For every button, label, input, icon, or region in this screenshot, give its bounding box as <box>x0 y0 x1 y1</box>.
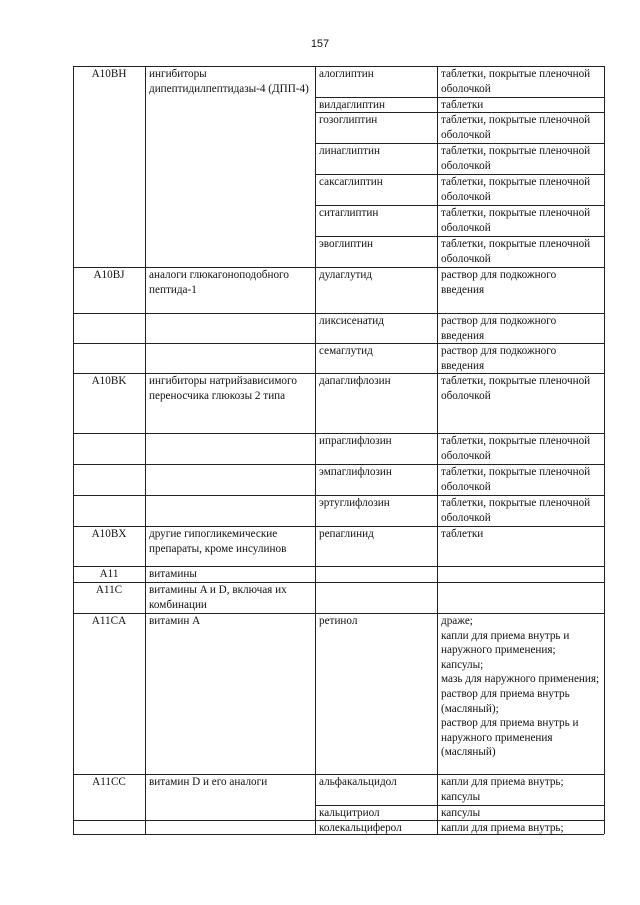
atc-code: A11C <box>95 584 123 596</box>
dosage-form: таблетки, покрытые пленочной оболочкой <box>441 114 591 141</box>
dosage-form: таблетки <box>441 99 484 111</box>
dosage-form: таблетки, покрытые пленочной оболочкой <box>441 466 591 493</box>
dosage-form <box>437 566 604 582</box>
group-name: другие гипогликемические препараты, кроме инсулинов <box>149 528 287 555</box>
atc-code: A11 <box>99 568 119 580</box>
drug-name: дулаглутид <box>319 269 373 281</box>
atc-code: A10BX <box>91 528 127 540</box>
dosage-form: таблетки, покрытые пленочной оболочкой <box>441 375 591 402</box>
drug-name: ипраглифлозин <box>319 435 392 447</box>
dosage-form: таблетки, покрытые пленочной оболочкой <box>441 497 591 524</box>
drug-name: гозоглиптин <box>319 114 378 126</box>
group-name: витамин D и его аналоги <box>149 776 268 788</box>
dosage-form: таблетки, покрытые пленочной оболочкой <box>441 68 591 95</box>
drug-name <box>315 582 437 613</box>
drug-name: линаглиптин <box>319 145 380 157</box>
drug-name: колекальциферол <box>319 822 402 834</box>
drug-name: эмпаглифлозин <box>319 466 392 478</box>
drug-name <box>315 566 437 582</box>
drug-name: эртуглифлозин <box>319 497 390 509</box>
drug-name: ситаглиптин <box>319 207 379 219</box>
group-name: витамин A <box>149 615 201 627</box>
dosage-form: таблетки, покрытые пленочной оболочкой <box>441 435 591 462</box>
group-name: аналоги глюкагоноподобного пептида-1 <box>149 269 289 296</box>
dosage-form: таблетки, покрытые пленочной оболочкой <box>441 145 591 172</box>
drug-name: ликсисенатид <box>319 315 384 327</box>
drug-table <box>73 66 604 834</box>
drug-name: семаглутид <box>319 345 373 357</box>
drug-name: эвоглиптин <box>319 238 374 250</box>
dosage-form: драже; капли для приема внутрь и наружного применения; капсулы; мазь для наружного применения; раствор для приема внутрь (масляный); раствор для приема внутрь и наружного применения (масляный) <box>441 615 600 759</box>
group-name: витамины <box>149 568 197 580</box>
page-number: 157 <box>310 38 330 50</box>
atc-code: A10BJ <box>93 269 125 281</box>
group-name: витамины A и D, включая их комбинации <box>149 584 287 611</box>
dosage-form: раствор для подкожного введения <box>441 269 557 296</box>
dosage-form: капсулы <box>441 807 481 819</box>
group-name: ингибиторы дипептидилпептидазы-4 (ДПП-4) <box>149 68 309 95</box>
dosage-form: капли для приема внутрь; <box>441 822 564 834</box>
dosage-form: раствор для подкожного введения <box>441 345 557 372</box>
atc-code: A11CC <box>92 776 126 788</box>
group-name: ингибиторы натрийзависимого переносчика глюкозы 2 типа <box>149 375 297 402</box>
drug-name: дапаглифлозин <box>319 375 391 387</box>
drug-name: кальцитриол <box>319 807 380 819</box>
drug-name: репаглинид <box>319 528 374 540</box>
dosage-form: таблетки, покрытые пленочной оболочкой <box>441 207 591 234</box>
dosage-form: таблетки, покрытые пленочной оболочкой <box>441 176 591 203</box>
dosage-form: капли для приема внутрь; капсулы <box>441 776 564 803</box>
drug-name: ретинол <box>319 615 358 627</box>
dosage-form: раствор для подкожного введения <box>441 315 557 342</box>
dosage-form <box>437 582 604 613</box>
drug-name: алоглиптин <box>319 68 374 80</box>
drug-name: саксаглиптин <box>319 176 383 188</box>
dosage-form: таблетки, покрытые пленочной оболочкой <box>441 238 591 265</box>
dosage-form: таблетки <box>441 528 484 540</box>
atc-code: A11CA <box>91 615 127 627</box>
atc-code: A10BK <box>91 375 127 387</box>
atc-code: A10BH <box>91 68 127 80</box>
table-border-right <box>604 66 605 834</box>
drug-name: вилдаглиптин <box>319 99 385 111</box>
drug-name: альфакальцидол <box>319 776 397 788</box>
